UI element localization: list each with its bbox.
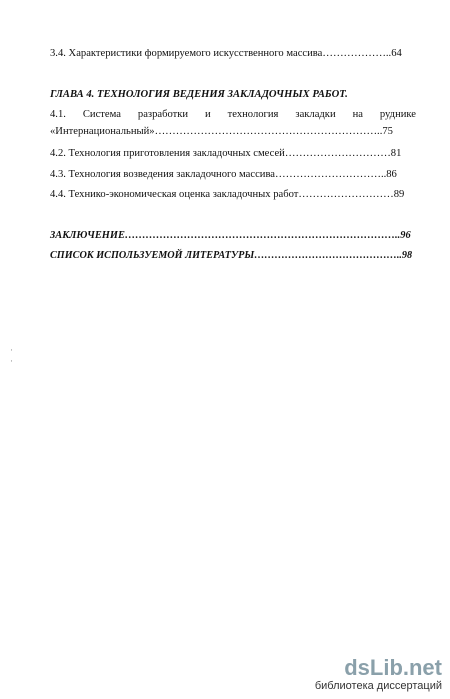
scan-speck: · [10,356,13,366]
watermark-logo: dsLib.net [344,655,442,680]
toc-references[interactable]: СПИСОК ИСПОЛЬЗУЕМОЙ ЛИТЕРАТУРЫ……………………………………..98 [50,250,413,261]
watermark-subtitle: библиотека диссертаций [314,680,442,692]
scan-speck: · [10,345,13,355]
toc-item-4-4[interactable]: 4.4. Технико-экономическая оценка закладочных работ………………………89 [50,189,405,200]
toc-item-4-1-line1[interactable]: 4.1. Система разработки и технология закладки на руднике [50,109,416,120]
watermark [315,657,442,693]
toc-item-4-1-line2[interactable]: «Интернациональный»………………………………………………………..75 [50,126,393,137]
toc-chapter-4-heading[interactable]: ГЛАВА 4. ТЕХНОЛОГИЯ ВЕДЕНИЯ ЗАКЛАДОЧНЫХ РАБОТ. [50,89,348,100]
toc-item-3-4[interactable]: 3.4. Характеристики формируемого искусственного массива………………..64 [50,48,402,59]
toc-item-4-3[interactable]: 4.3. Технология возведения закладочного массива…………………………..86 [50,169,397,180]
toc-item-4-2[interactable]: 4.2. Технология приготовления закладочных смесей…………………………81 [50,148,402,159]
toc-conclusion[interactable]: ЗАКЛЮЧЕНИЕ……………………………………………………………………..96 [50,230,411,241]
